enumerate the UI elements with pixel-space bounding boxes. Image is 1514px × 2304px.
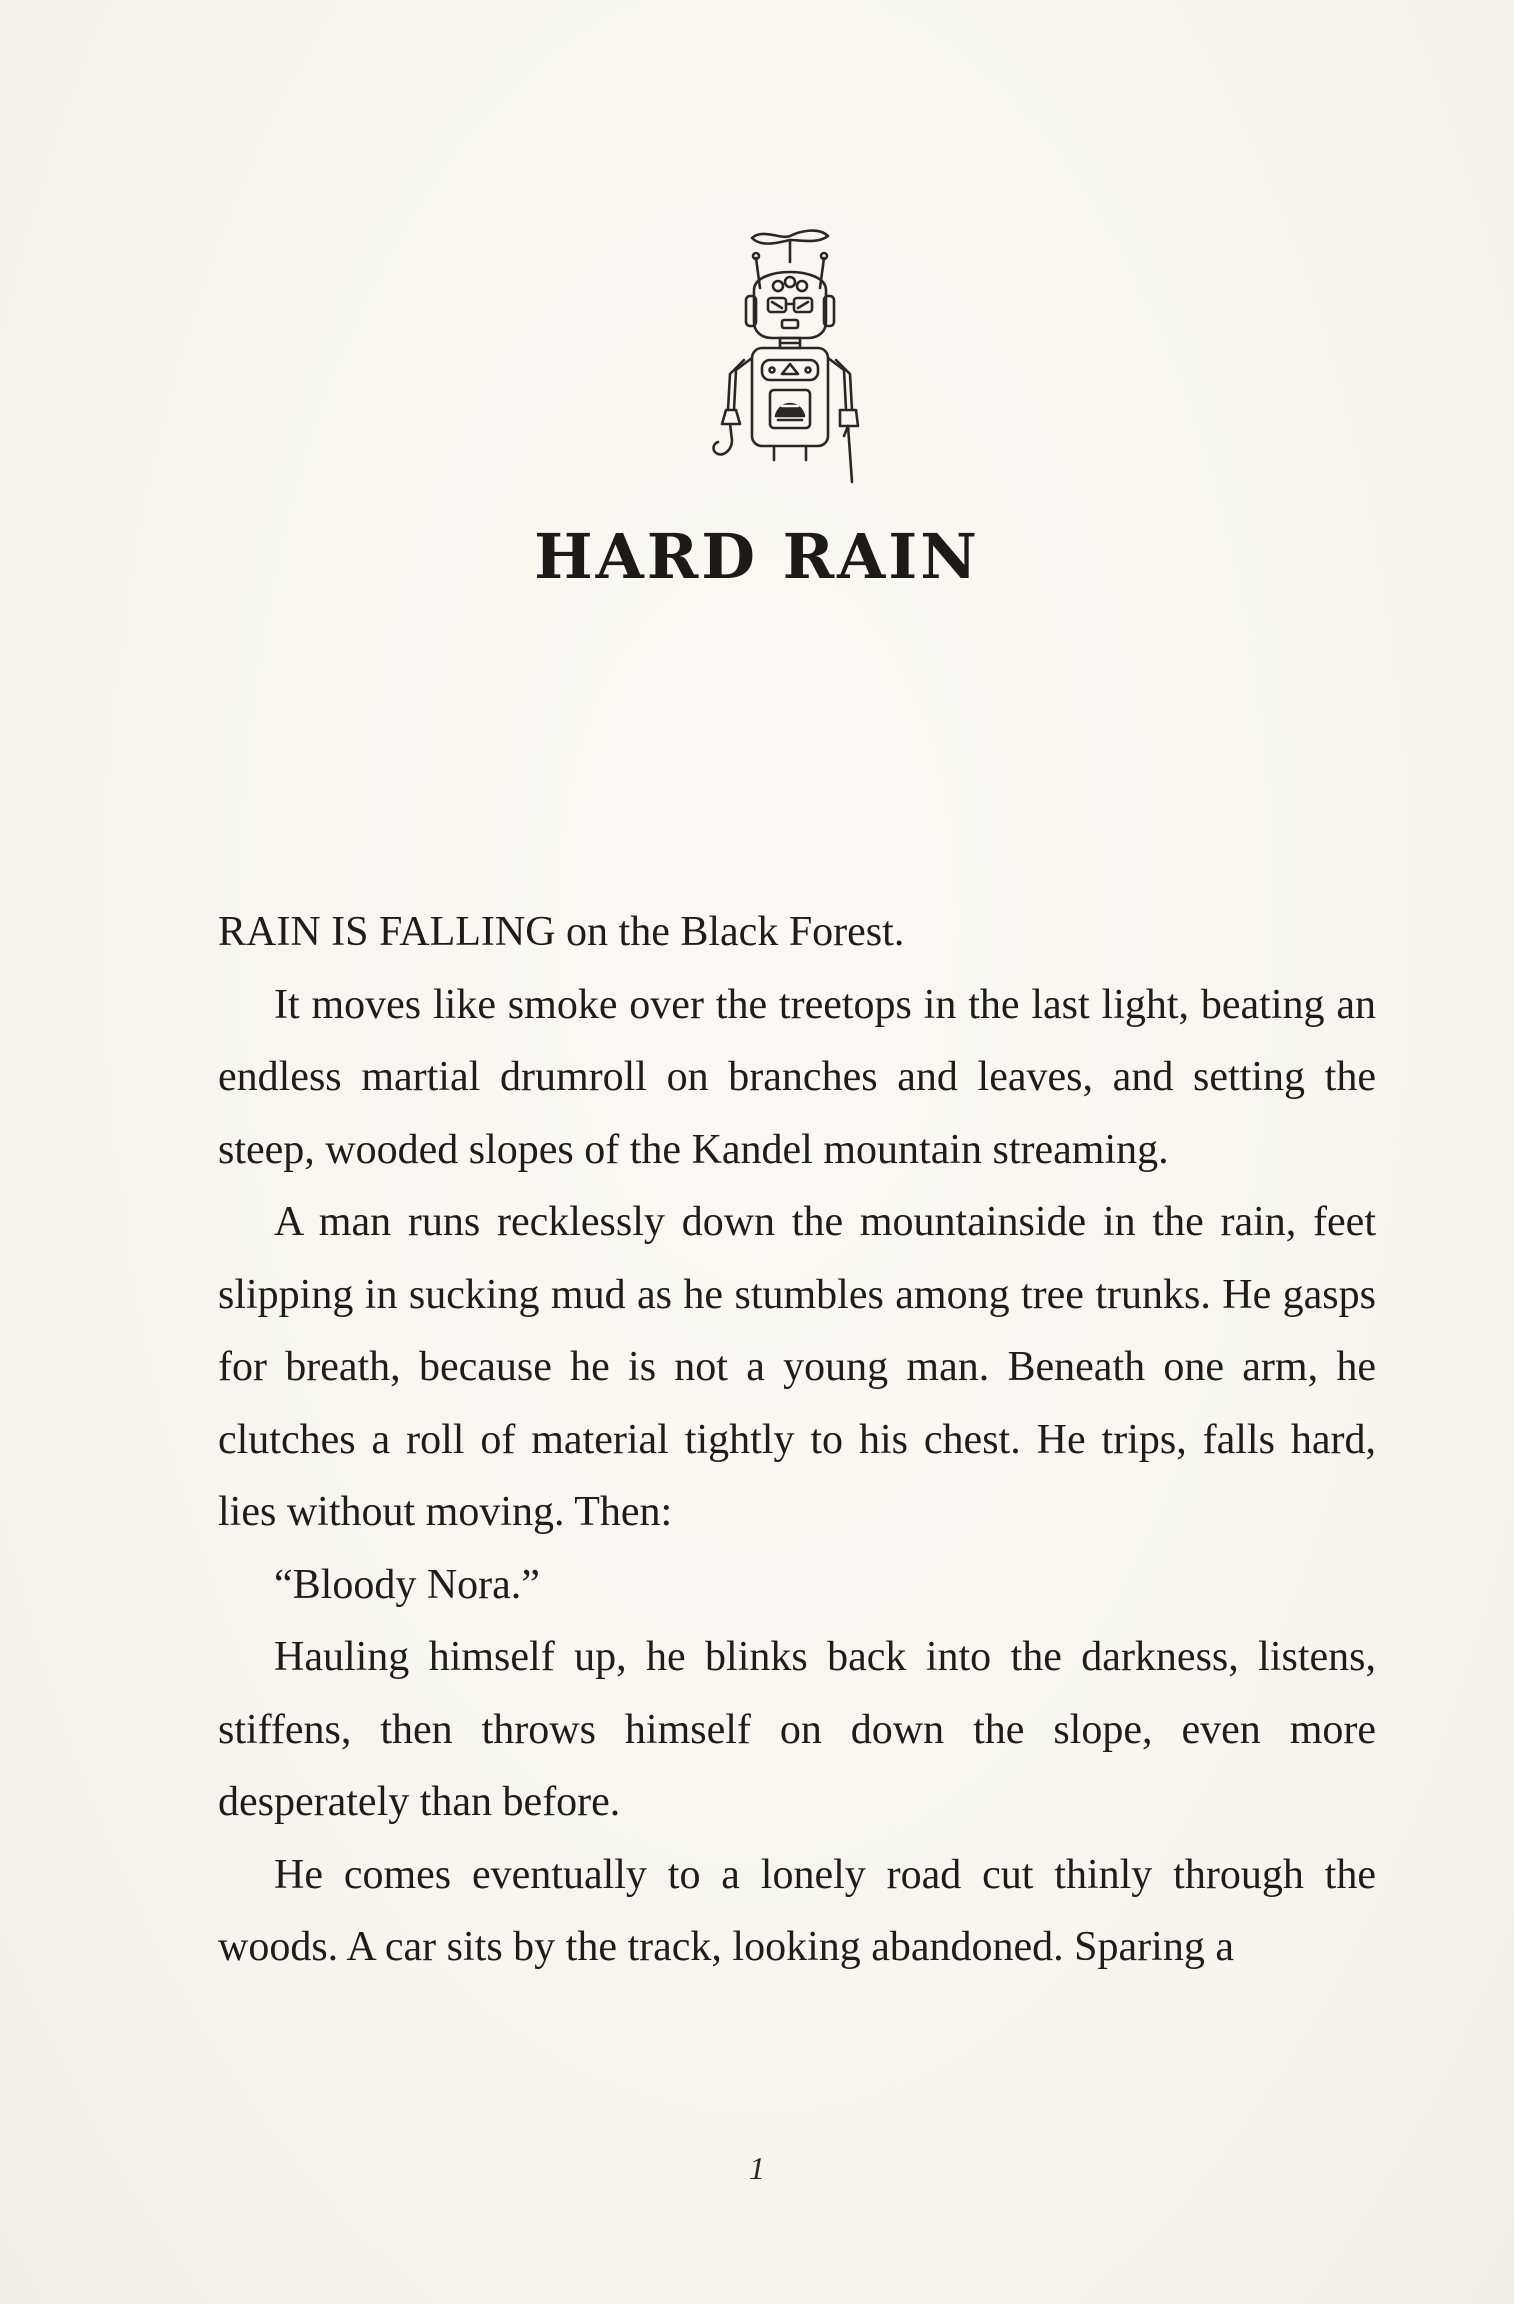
- paragraph: He comes eventually to a lonely road cut thinly through the woods. A car sits by the track, looking abandoned. Sparing a: [218, 1851, 1376, 1970]
- paragraph: It moves like smoke over the treetops in the last light, beating an endless martial drumroll on branches and leaves, and setting the steep, wooded slopes of the Kandel mountain streaming.: [218, 981, 1376, 1173]
- paragraph: A man runs recklessly down the mountainside in the rain, feet slipping in sucking mud as he stumbles among tree trunks. He gasps for breath, because he is not a young man. Beneath one arm, he clutches a roll of material tightly to his chest. He trips, falls hard, lies without moving. Then:: [218, 1199, 1376, 1535]
- paragraph: Hauling himself up, he blinks back into the darkness, listens, stiffens, then throws himself on down the slope, even more desperately than before.: [218, 1634, 1376, 1825]
- chapter-title: HARD RAIN: [534, 520, 980, 593]
- page-number: 1: [749, 2150, 765, 2186]
- chapter-body: [218, 896, 1376, 1984]
- robot-illustration: [690, 210, 890, 500]
- paragraph: “Bloody Nora.”: [274, 1561, 540, 1608]
- paragraph: RAIN IS FALLING on the Black Forest.: [218, 909, 905, 955]
